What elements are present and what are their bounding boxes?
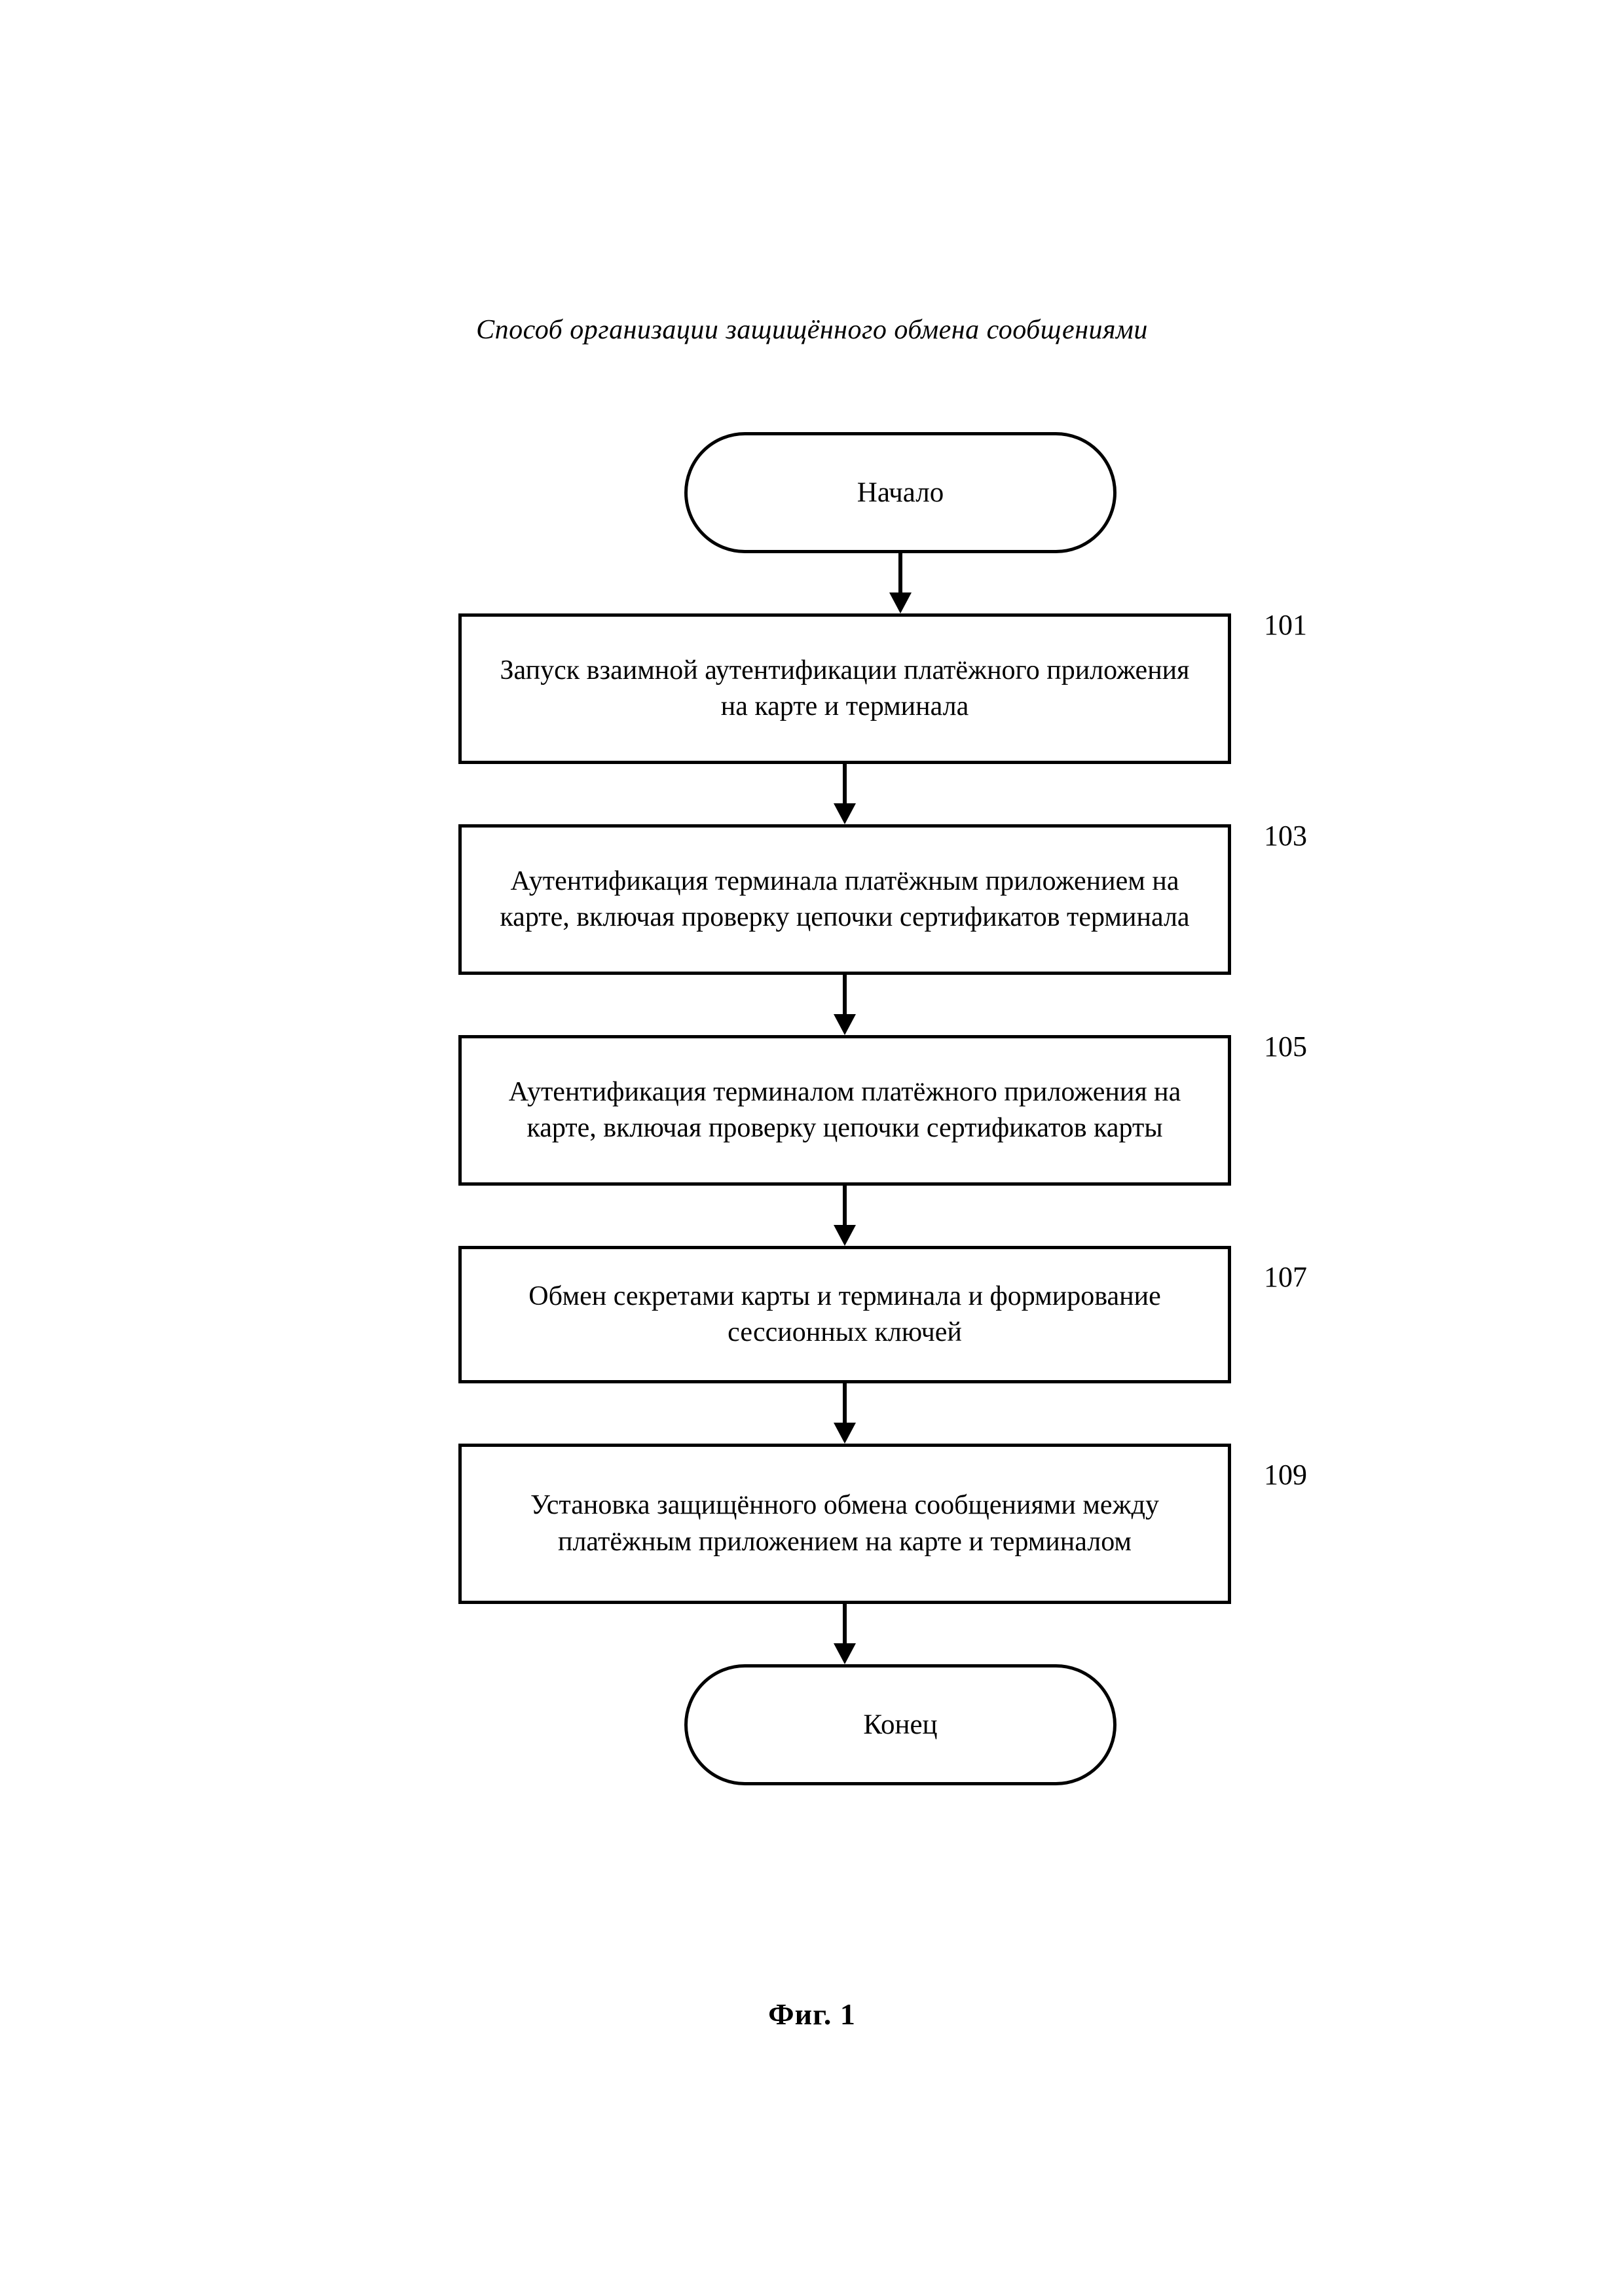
flow-node-start-label: Начало [857, 477, 944, 508]
arrow-down-icon [514, 553, 1287, 613]
flow-node-109 [458, 1444, 1231, 1604]
arrow-down-icon [458, 764, 1231, 824]
arrow-head [834, 803, 856, 824]
flow-node-103-label: Аутентификация терминала платёжным приложением на карте, включая проверку цепочки сертификатов терминала [500, 866, 1190, 932]
flow-node-101-label: Запуск взаимной аутентификации платёжного приложения на карте и терминала [500, 655, 1190, 721]
arrow-down-icon [458, 975, 1231, 1035]
connector-107-to-109 [458, 1383, 1231, 1444]
arrow-shaft [843, 1383, 847, 1427]
flow-node-105 [458, 1035, 1231, 1186]
flow-step-103-row [458, 820, 1342, 975]
arrow-head [834, 1643, 856, 1664]
flow-node-105-number: 105 [1264, 1030, 1307, 1063]
flow-node-107 [458, 1246, 1231, 1383]
flowchart [458, 432, 1342, 1785]
flow-step-101-row [458, 609, 1342, 764]
arrow-shaft [898, 553, 902, 596]
connector-109-to-end [458, 1604, 1231, 1664]
flow-node-103-number: 103 [1264, 820, 1307, 852]
connector-105-to-107 [458, 1186, 1231, 1246]
connector-start-to-101 [514, 553, 1287, 613]
flow-node-105-label: Аутентификация терминалом платёжного приложения на карте, включая проверку цепочки сертификатов карты [508, 1076, 1181, 1143]
connector-101-to-103 [458, 764, 1231, 824]
arrow-head [834, 1014, 856, 1035]
flow-step-107-row [458, 1246, 1342, 1383]
arrow-head [889, 592, 912, 613]
flow-node-109-label: Установка защищённого обмена сообщениями между платёжным приложением на карте и терминалом [530, 1490, 1159, 1557]
arrow-shaft [843, 1186, 847, 1229]
flow-node-end [684, 1664, 1116, 1785]
arrow-shaft [843, 764, 847, 807]
flow-node-101 [458, 613, 1231, 764]
figure-caption: Фиг. 1 [768, 1997, 856, 2031]
arrow-shaft [843, 1604, 847, 1647]
arrow-head [834, 1225, 856, 1246]
flow-node-103 [458, 824, 1231, 975]
flow-node-end-label: Конец [863, 1709, 938, 1740]
flow-node-107-label: Обмен секретами карты и терминала и формирование сессионных ключей [528, 1281, 1161, 1347]
flow-node-start [684, 432, 1116, 553]
arrow-shaft [843, 975, 847, 1018]
arrow-down-icon [458, 1383, 1231, 1444]
arrow-down-icon [458, 1186, 1231, 1246]
connector-103-to-105 [458, 975, 1231, 1035]
flow-step-109-row [458, 1444, 1342, 1604]
flow-step-105-row [458, 1030, 1342, 1186]
flow-node-101-number: 101 [1264, 609, 1307, 641]
arrow-down-icon [458, 1604, 1231, 1664]
arrow-head [834, 1423, 856, 1444]
page-title: Способ организации защищённого обмена сообщениями [476, 315, 1148, 345]
flow-node-109-number: 109 [1264, 1459, 1307, 1491]
flow-node-107-number: 107 [1264, 1261, 1307, 1293]
